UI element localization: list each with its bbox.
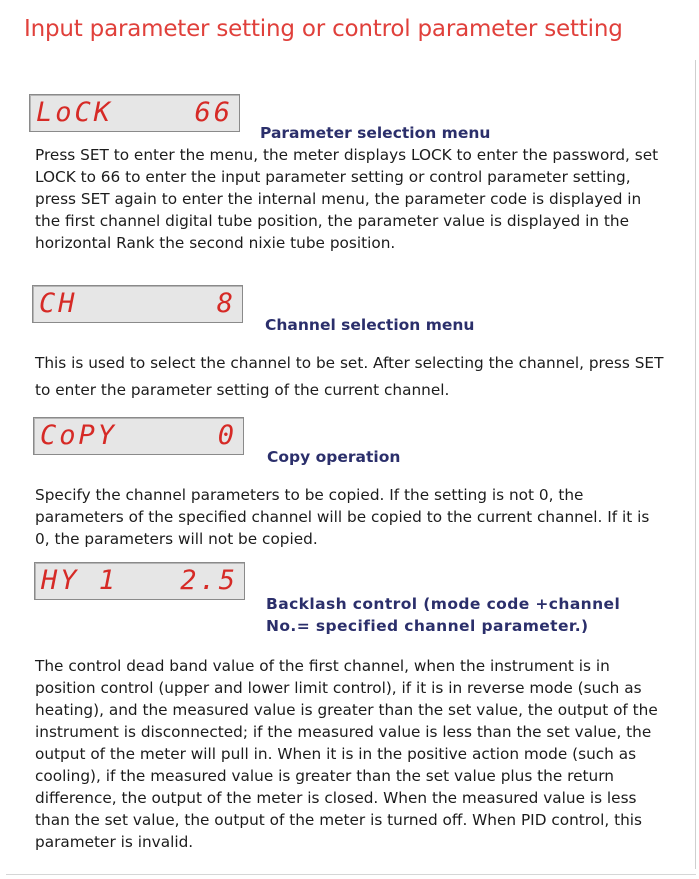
section-heading-parameter-selection: Parameter selection menu — [260, 124, 491, 142]
page-title: Input parameter setting or control parameter setting — [24, 16, 623, 42]
lcd-code: CH — [39, 288, 78, 319]
section-text-copy-operation: Specify the channel parameters to be copied. If the setting is not 0, the parameters of the specified channel will be copied to the current channel. If it is 0, the parameters will not be copied. — [35, 486, 650, 548]
page-frame-bottom — [6, 874, 696, 875]
lcd-code: CoPY — [40, 420, 118, 451]
lcd-value: 0 — [217, 420, 237, 451]
lcd-display-lock — [29, 94, 240, 132]
lcd-display-backlash — [34, 562, 245, 600]
section-text-parameter-selection: Press SET to enter the menu, the meter displays LOCK to enter the password, set LOCK to 66 to enter the input parameter setting or control parameter setting, press SET again to enter the internal menu, the parameter code is displayed in the first channel digital tube position, the parameter value is displayed in the horizontal Rank the second nixie tube position. — [35, 146, 659, 252]
lcd-code: LoCK — [36, 97, 114, 128]
lcd-code: HY 1 — [41, 565, 119, 596]
lcd-display-channel — [32, 285, 243, 323]
lcd-value: 8 — [216, 288, 236, 319]
lcd-display-copy — [33, 417, 244, 455]
section-heading-copy-operation: Copy operation — [267, 448, 401, 466]
section-heading-channel-selection: Channel selection menu — [265, 316, 475, 334]
section-text-channel-selection: This is used to select the channel to be set. After selecting the channel, press SET to enter the parameter setting of the current channel. — [35, 354, 664, 399]
lcd-value: 66 — [194, 97, 233, 128]
section-text-backlash-control: The control dead band value of the first channel, when the instrument is in position control (upper and lower limit control), if it is in reverse mode (such as heating), and the measured value is greater than the set value, the output of the instrument is disconnected; if the measured value is less than the set value, the output of the meter will pull in. When it is in the positive action mode (such as cooling), if the measured value is greater than the set value plus the return difference, the output of the meter is closed. When the measured value is less than the set value, the output of the meter is turned off. When PID control, this parameter is invalid. — [35, 657, 658, 851]
lcd-value: 2.5 — [180, 565, 238, 596]
section-heading-backlash-control: Backlash control (mode code +channel No.= specified channel parameter.) — [266, 595, 621, 635]
page-frame-right — [695, 60, 696, 869]
